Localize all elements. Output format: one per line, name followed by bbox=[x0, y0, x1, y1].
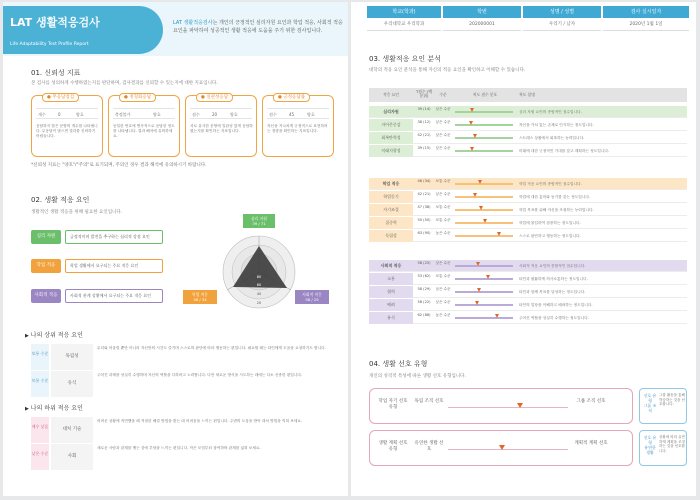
reliability-card-1 bbox=[31, 95, 103, 157]
card-label: ● 무응답점검 bbox=[42, 93, 79, 102]
factor-name: 미래지향성 bbox=[369, 145, 413, 157]
factor-description: 학업 목표를 위해 자신을 조절하는 능력입니다. bbox=[519, 208, 594, 212]
strengths-title: ▶ 나의 상위 적응 요인 bbox=[25, 332, 83, 339]
result-label: 선호 유형 bbox=[643, 435, 657, 445]
score-distribution-bar bbox=[455, 150, 513, 152]
reliability-card-2 bbox=[108, 95, 180, 157]
card-label: ● 긍정응답률 bbox=[273, 93, 310, 102]
factor-score: 39 (15) bbox=[417, 146, 431, 150]
factor-score: 62 (88) bbox=[417, 313, 431, 317]
factor-level: 낮은 수준 bbox=[435, 300, 451, 304]
type-right-pole: 그룹 조직 선호 bbox=[576, 399, 606, 404]
score-marker bbox=[497, 232, 501, 236]
score-distribution-bar bbox=[455, 278, 513, 280]
section-3-title: 03. 생활적응 요인 분석 bbox=[369, 55, 441, 63]
card-value: 측정불가 양호 bbox=[113, 108, 175, 119]
factor-row bbox=[369, 178, 687, 190]
report-page-left bbox=[3, 2, 348, 496]
factor-name: 소통 bbox=[369, 273, 413, 285]
card-desc: 자신을 지나치게 긍정적으로 표현하려는 경향을 확인하는 지표입니다. bbox=[267, 124, 328, 133]
factor-description: 자신을 가치 있는 존재로 인식하는 정도입니다. bbox=[519, 123, 594, 127]
legend-text-academic: 학업 생활에서 요구되는 주요 적응 요인 bbox=[65, 259, 163, 273]
factor-desc: 무리와 어울릴 뿐만 아니라 자신만의 시간도 즐기며 스스로의 판단에 따라 행동하는 편입니다. 필요할 때는 타인에게 도움을 요청하기도 합니다. bbox=[97, 346, 326, 350]
section-4-subtitle: 개인의 성격적 특성에 따른 생활 선호 유형입니다. bbox=[369, 374, 466, 379]
factor-row bbox=[369, 119, 687, 131]
factor-name: 독립성 bbox=[51, 344, 93, 370]
factor-level: 낮은 수준 bbox=[435, 261, 451, 265]
score-distribution-bar bbox=[455, 265, 513, 267]
info-header-id: 학번 bbox=[443, 6, 521, 18]
radar-label-social-value: 58 / 25 bbox=[305, 297, 319, 302]
factor-level: 낮은 수준 bbox=[435, 120, 451, 124]
factor-description: 주어진 역할을 성실히 수행하는 정도입니다. bbox=[519, 316, 589, 320]
score-marker bbox=[469, 121, 473, 125]
card-value: 점수 45 양호 bbox=[267, 108, 329, 119]
factor-row bbox=[369, 204, 687, 216]
score-marker bbox=[483, 219, 487, 223]
radar-label-social-name: 사회적 적응 bbox=[302, 292, 322, 297]
radar-label-psych-value: 39 / 71 bbox=[252, 221, 266, 226]
result-desc: 그룹 활동을 통해 학습하는 것을 선호합니다. bbox=[659, 393, 685, 407]
strength-row-2 bbox=[31, 371, 331, 397]
section-2-subtitle: 생활적인 생활 적응을 위해 필요한 요인입니다. bbox=[31, 210, 123, 215]
factor-row bbox=[369, 299, 687, 311]
type-head: 생활 계획 선호 유형 bbox=[378, 441, 408, 452]
factor-name: 학업동기 bbox=[369, 191, 413, 203]
factor-score: 47 (38) bbox=[417, 205, 431, 209]
score-marker bbox=[495, 314, 499, 318]
factor-name: 배려 bbox=[369, 299, 413, 311]
report-title: LAT 생활적응검사 bbox=[10, 16, 100, 29]
legend-text-social: 사회적 관계 상황에서 요구되는 주요 적응 요인 bbox=[65, 289, 163, 303]
legend-label-social: 사회적 적응 bbox=[31, 289, 61, 303]
radar-tick-4: 20 bbox=[256, 301, 262, 305]
type-right-pole: 계획적 계획 선호 bbox=[574, 441, 608, 446]
factor-group-3 bbox=[369, 260, 687, 325]
factor-description: 사회적 적응 요인의 종합적인 점수입니다. bbox=[519, 264, 586, 268]
factor-name: 협력 bbox=[369, 286, 413, 298]
factor-score: 58 (25) bbox=[417, 261, 431, 265]
factor-group-1 bbox=[369, 106, 687, 158]
col-level: 수준 bbox=[439, 92, 447, 97]
factor-level: 보통 수준 bbox=[31, 344, 49, 370]
score-distribution-bar bbox=[455, 235, 513, 237]
result-label: 선호 유형 bbox=[643, 393, 657, 403]
score-marker bbox=[473, 134, 477, 138]
type-head: 학업 자기 선호 유형 bbox=[378, 399, 408, 410]
factor-description: 학업 적응 요인의 종합적인 점수입니다. bbox=[519, 182, 582, 186]
report-subtitle: Life Adaptability Test Profile Report bbox=[10, 42, 89, 47]
col-factor: 적응 요인 bbox=[383, 92, 399, 97]
factor-level: 보통 수준 bbox=[435, 205, 451, 209]
score-marker bbox=[478, 180, 482, 184]
factor-level: 보통 수준 bbox=[31, 371, 49, 397]
card-desc: 응답하지 않은 문항의 개수를 나타냅니다. 무응답이 많으면 결과를 신뢰하기 어렵습니다. bbox=[36, 124, 98, 138]
factor-score: 58 (29) bbox=[417, 287, 431, 291]
score-marker bbox=[476, 262, 480, 266]
factor-group-2 bbox=[369, 178, 687, 243]
factor-level: 높은 수준 bbox=[435, 313, 451, 317]
factor-level: 낮은 수준 bbox=[435, 133, 451, 137]
factor-name: 사회적 적응 bbox=[380, 263, 402, 268]
score-marker bbox=[479, 206, 483, 210]
adaptation-radar-chart bbox=[183, 212, 333, 312]
score-marker bbox=[470, 108, 474, 112]
weakness-row-2 bbox=[31, 444, 331, 470]
card-value: 점수 20 양호 bbox=[190, 108, 252, 119]
info-header-name: 성명 / 성별 bbox=[523, 6, 601, 18]
weaknesses-title: ▶ 나의 하위 적응 요인 bbox=[25, 405, 83, 412]
factor-level: 매우 낮음 bbox=[31, 417, 49, 443]
factor-row bbox=[369, 230, 687, 242]
factor-desc: 어려운 상황에 직면했을 때 적절한 해결 방법을 찾는 데 어려움을 느끼는 편입니다. 주변의 도움을 받아 대처 방법을 익혀 보세요. bbox=[97, 419, 303, 423]
factor-name: 사회 bbox=[51, 444, 93, 470]
factor-score: 39 (14) bbox=[417, 107, 431, 111]
factor-row bbox=[369, 286, 687, 298]
card-desc: 동일한 번호에 연속적으로 응답한 정도를 나타냅니다. 결과 해석에 유의하세요. bbox=[113, 124, 175, 138]
radar-label-academic-value: 46 / 34 bbox=[193, 297, 207, 302]
score-distribution-bar bbox=[455, 222, 513, 224]
score-distribution-bar bbox=[455, 196, 513, 198]
type-left-pole: 유연한 생활 선호 bbox=[414, 441, 444, 452]
card-value: 개수 0 양호 bbox=[36, 108, 98, 119]
radar-label-psych-name: 심리 자원 bbox=[251, 216, 267, 221]
factor-score: 50 (50) bbox=[417, 218, 431, 222]
factor-level: 낮은 수준 bbox=[435, 192, 451, 196]
score-marker bbox=[477, 288, 481, 292]
factor-desc: 주어진 과제를 성실히 수행하며 자신의 역할을 다하려고 노력합니다. 다만 새로운 방식을 시도하는 데에는 다소 신중한 편입니다. bbox=[97, 373, 303, 377]
factor-score: 42 (21) bbox=[417, 192, 431, 196]
preference-result-1 bbox=[639, 388, 687, 424]
score-marker bbox=[473, 193, 477, 197]
factor-description: 미래에 대한 긍정적인 기대를 갖고 계획하는 정도입니다. bbox=[519, 149, 610, 153]
legend-label-academic: 학업 적응 bbox=[31, 259, 61, 273]
type-scale bbox=[448, 407, 568, 408]
type-marker bbox=[517, 403, 523, 408]
score-distribution-bar bbox=[455, 183, 513, 185]
factor-description: 스스로 판단하고 행동하는 정도입니다. bbox=[519, 234, 581, 238]
factor-description: 학업에 대한 흥미와 동기를 갖는 정도입니다. bbox=[519, 195, 591, 199]
factor-name: 유식 bbox=[369, 312, 413, 324]
score-distribution-bar bbox=[455, 291, 513, 293]
factor-name: 심리자원 bbox=[383, 109, 399, 114]
factor-row bbox=[369, 312, 687, 324]
score-distribution-bar bbox=[455, 124, 513, 126]
factor-name: 독립성 bbox=[369, 230, 413, 242]
score-distribution-bar bbox=[455, 209, 513, 211]
info-header-school: 학교(학과) bbox=[367, 6, 441, 18]
weakness-row-1 bbox=[31, 417, 331, 443]
factor-desc: 새로운 사람과 관계를 맺는 것에 부담을 느끼는 편입니다. 작은 모임부터 참여하며 관계를 넓혀 보세요. bbox=[97, 446, 261, 450]
radar-label-academic-name: 학업 적응 bbox=[192, 292, 208, 297]
factor-level: 낮은 수준 bbox=[435, 107, 451, 111]
factor-score: 46 (34) bbox=[417, 179, 431, 183]
factor-score: 42 (21) bbox=[417, 133, 431, 137]
col-description: 척도 설명 bbox=[519, 92, 535, 97]
section-2-title: 02. 생활 적응 요인 bbox=[31, 196, 90, 204]
factor-description: 타인과 함께 목표를 달성하는 정도입니다. bbox=[519, 290, 586, 294]
info-id: 202000001 bbox=[443, 19, 521, 31]
analysis-table-header bbox=[369, 88, 687, 102]
section-4-title: 04. 생활 선호 유형 bbox=[369, 360, 428, 368]
type-marker bbox=[499, 445, 505, 450]
factor-row bbox=[369, 217, 687, 229]
factor-level: 보통 수준 bbox=[435, 179, 451, 183]
result-value: 유연한 생활 bbox=[644, 445, 656, 455]
factor-row bbox=[369, 132, 687, 144]
result-desc: 상황에 따라 유연하게 계획을 조정하는 것을 선호합니다. bbox=[659, 435, 685, 454]
type-left-pole: 독립 조직 선호 bbox=[414, 399, 444, 404]
factor-name: 집중력 bbox=[369, 217, 413, 229]
factor-description: 타인과 원활하게 의사소통하는 정도입니다. bbox=[519, 277, 588, 281]
factor-score: 63 (90) bbox=[417, 231, 431, 235]
info-header-date: 검사 실시일자 bbox=[603, 6, 689, 18]
factor-level: 낮은 수준 bbox=[31, 444, 49, 470]
factor-name: 학업 적응 bbox=[382, 181, 400, 186]
result-value: 그룹 조직 bbox=[643, 403, 657, 413]
score-marker bbox=[486, 275, 490, 279]
col-score: T점수 (백분위) bbox=[415, 89, 432, 99]
score-distribution-bar bbox=[455, 317, 513, 319]
factor-level: 낮은 수준 bbox=[435, 146, 451, 150]
info-school: 우리대학교 우리학과 bbox=[367, 19, 441, 31]
factor-description: 학업에 몰입하여 집중하는 정도입니다. bbox=[519, 221, 581, 225]
info-date: 2020년 1월 1일 bbox=[603, 19, 689, 31]
section-1-subtitle: 본 검사를 성의하게 수행하였는지를 판단하며, 검사결과를 신뢰할 수 있는지에 대한 지표입니다. bbox=[31, 81, 218, 86]
legend-label-psych: 심리 자원 bbox=[31, 230, 61, 244]
factor-level: 높은 수준 bbox=[435, 231, 451, 235]
intro-brand: LAT 생활적응검사 bbox=[173, 20, 213, 26]
card-label: ● 일관성응답 bbox=[196, 93, 233, 102]
intro-text bbox=[173, 20, 343, 36]
score-distribution-bar bbox=[455, 137, 513, 139]
section-1-title: 01. 신뢰성 지표 bbox=[31, 69, 81, 77]
report-page-right bbox=[351, 2, 696, 496]
score-distribution-bar bbox=[455, 304, 513, 306]
factor-row bbox=[369, 106, 687, 118]
type-scale bbox=[448, 449, 568, 450]
factor-row bbox=[369, 191, 687, 203]
radar-tick-1: 80 bbox=[256, 275, 262, 279]
section-3-subtitle: 대학의 적응 요인 분석을 통해 자신의 적응 요인을 확인하고 이해할 수 있습니다. bbox=[369, 68, 526, 73]
preference-result-2 bbox=[639, 430, 687, 466]
col-distribution: 척도 점수 분포 bbox=[472, 92, 498, 97]
factor-score: 38 (12) bbox=[417, 120, 431, 124]
factor-description: 심리 자원 요인의 종합적인 점수입니다. bbox=[519, 110, 582, 114]
radar-tick-3: 40 bbox=[256, 292, 262, 296]
factor-name: 회복탄력성 bbox=[369, 132, 413, 144]
intro-body: 는 개인의 긍정적인 심리자원 요인과 학업 적응, 사회적 적응 요인을 파악하여 성공적인 생활 적응에 도움을 주기 위한 검사입니다. bbox=[173, 20, 343, 34]
score-marker bbox=[475, 301, 479, 305]
factor-description: 스트레스 상황에서 회복하는 능력입니다. bbox=[519, 136, 585, 140]
factor-score: 58 (22) bbox=[417, 300, 431, 304]
score-marker bbox=[470, 147, 474, 151]
factor-name: 대처 기술 bbox=[51, 417, 93, 443]
title-banner bbox=[3, 6, 163, 54]
factor-row bbox=[369, 273, 687, 285]
factor-level: 보통 수준 bbox=[435, 274, 451, 278]
factor-name: 자기조절 bbox=[369, 204, 413, 216]
preference-type-2 bbox=[369, 430, 633, 466]
reliability-note: *신뢰성 지표는 "양호"/"주의"로 표기되며, 주의인 경우 결과 해석에 유의하시기 바랍니다. bbox=[31, 163, 207, 168]
factor-score: 53 (62) bbox=[417, 274, 431, 278]
reliability-card-3 bbox=[185, 95, 257, 157]
factor-name: 자아존중감 bbox=[369, 119, 413, 131]
legend-text-psych: 긍정적이며 발전을 추구하는 심리적 강점 요인 bbox=[65, 230, 163, 244]
factor-name: 유식 bbox=[51, 371, 93, 397]
radar-tick-2: 60 bbox=[256, 283, 262, 287]
strength-row-1 bbox=[31, 344, 331, 370]
preference-type-1 bbox=[369, 388, 633, 424]
card-label: ● 정형화응답 bbox=[119, 93, 156, 102]
factor-row bbox=[369, 260, 687, 272]
score-distribution-bar bbox=[455, 111, 513, 113]
card-desc: 서로 유사한 문항에 일관성 있게 응답하였는지를 확인하는 지표입니다. bbox=[190, 124, 253, 133]
factor-row bbox=[369, 145, 687, 157]
info-name: 우리기 / 남자 bbox=[523, 19, 601, 31]
reliability-card-4 bbox=[262, 95, 334, 157]
factor-description: 타인의 입장을 이해하고 배려하는 정도입니다. bbox=[519, 303, 593, 307]
factor-level: 낮은 수준 bbox=[435, 287, 451, 291]
factor-level: 보통 수준 bbox=[435, 218, 451, 222]
